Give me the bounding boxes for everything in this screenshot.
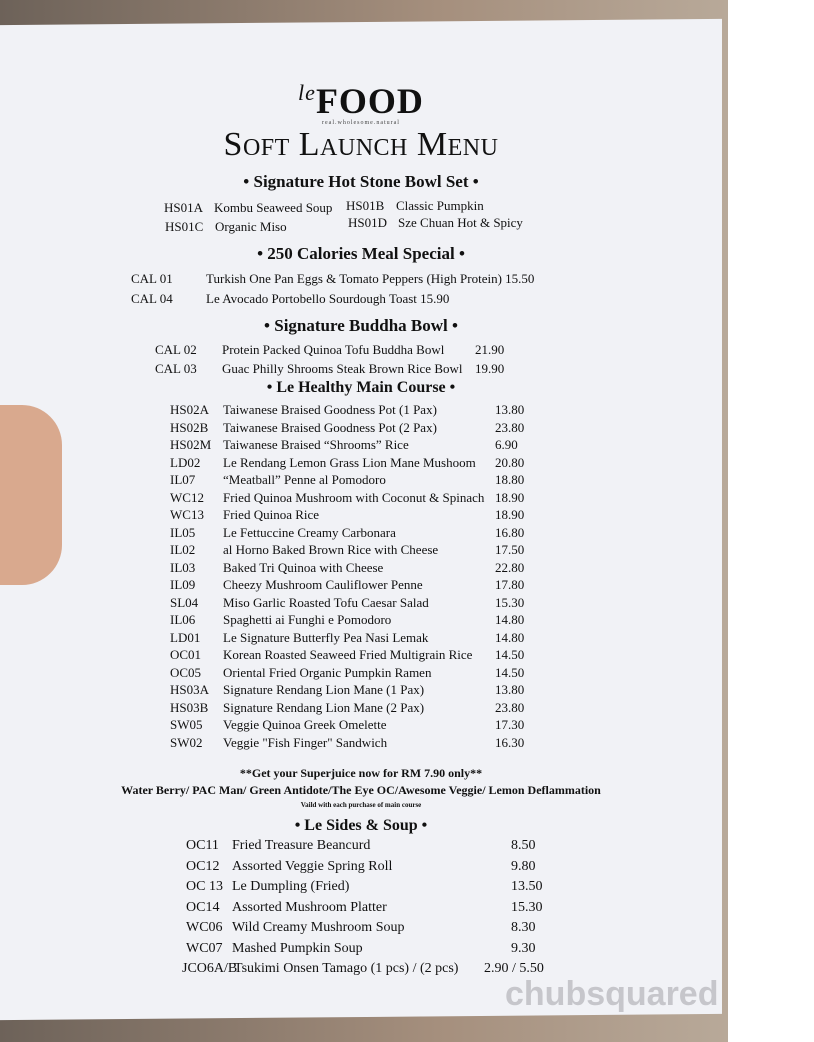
item-name: Cheezy Mushroom Cauliflower Penne <box>223 577 423 592</box>
item-name: Oriental Fried Organic Pumpkin Ramen <box>223 664 432 680</box>
item-price: 15.30 <box>495 594 525 610</box>
item-code: IL02 <box>170 542 196 557</box>
item-price: 17.50 <box>495 542 525 557</box>
item-price: 14.80 <box>495 629 525 645</box>
item-name: Protein Packed Quinoa Tofu Buddha Bowl <box>222 342 445 357</box>
item-name: Baked Tri Quinoa with Cheese <box>223 559 384 575</box>
item-code: OC 13 <box>186 879 223 894</box>
item-name: Taiwanese Braised “Shrooms” Rice <box>223 437 409 452</box>
item-price: 15.30 <box>511 899 543 915</box>
item-price: 14.80 <box>495 612 525 627</box>
item-price: 8.50 <box>511 838 536 853</box>
item-price: 13.50 <box>511 879 543 894</box>
item-code: WC07 <box>186 940 223 956</box>
item-name: Assorted Veggie Spring Roll <box>232 858 393 874</box>
item-code: HS01C <box>165 219 204 234</box>
item-price: 16.30 <box>495 734 525 750</box>
item-price: 18.90 <box>495 507 525 522</box>
item-code: IL06 <box>170 612 196 627</box>
item-name: Fried Quinoa Mushroom with Coconut & Spinach <box>223 489 485 505</box>
item-price: 8.30 <box>511 920 536 935</box>
item-code: SW05 <box>170 717 203 732</box>
item-code: LD01 <box>170 629 201 645</box>
brand-logo: $^{le}$FOOD <box>298 80 424 121</box>
item-code: OC14 <box>186 899 220 915</box>
item-name: Fried Quinoa Rice <box>223 507 320 522</box>
item-name: Spaghetti ai Funghi e Pomodoro <box>223 612 392 627</box>
item-price: 21.90 <box>475 342 505 357</box>
item-price: 17.80 <box>495 577 525 592</box>
item-name: Classic Pumpkin <box>396 198 484 213</box>
item-code: OC12 <box>186 858 220 874</box>
item-price: 6.90 <box>495 437 518 452</box>
item-price: 9.80 <box>511 858 536 874</box>
item-name: Guac Philly Shrooms Steak Brown Rice Bowl <box>222 361 463 376</box>
item-price: 13.80 <box>495 402 525 417</box>
item-price: 14.50 <box>495 664 525 680</box>
item-code: HS01A <box>164 200 204 215</box>
item-price: 18.90 <box>495 489 525 505</box>
item-name: Kombu Seaweed Soup <box>214 200 333 215</box>
item-price: 13.80 <box>495 682 525 697</box>
item-code: CAL 01 <box>131 271 173 286</box>
item-name: Tsukimi Onsen Tamago (1 pcs) / (2 pcs) <box>234 961 459 976</box>
item-price: 14.50 <box>495 647 525 662</box>
item-name: Fried Treasure Beancurd <box>232 838 371 853</box>
item-code: HS02A <box>170 402 210 417</box>
item-name: Taiwanese Braised Goodness Pot (2 Pax) <box>223 419 437 435</box>
section-heading-sides: • Le Sides & Soup • <box>294 817 428 834</box>
page-title: Soft Launch Menu <box>223 126 499 163</box>
promo-note: Vaild with each purchase of main course <box>300 801 422 809</box>
promo-line: **Get your Superjuice now for RM 7.90 only** <box>239 766 483 780</box>
item-name: Assorted Mushroom Platter <box>232 899 387 915</box>
item-name: Le Signature Butterfly Pea Nasi Lemak <box>223 629 429 645</box>
item-name: Le Avocado Portobello Sourdough Toast 15.90 <box>206 291 450 306</box>
section-heading-hot-stone: • Signature Hot Stone Bowl Set • <box>243 172 479 191</box>
item-price: 2.90 / 5.50 <box>484 961 544 976</box>
watermark: chubsquared <box>505 975 719 1013</box>
item-name: Signature Rendang Lion Mane (2 Pax) <box>223 699 425 715</box>
item-code: LD02 <box>170 454 201 470</box>
item-price: 23.80 <box>495 419 525 435</box>
item-code: HS02B <box>170 419 209 435</box>
item-name: Korean Roasted Seaweed Fried Multigrain Rice <box>223 647 473 662</box>
hand <box>0 405 62 585</box>
item-code: CAL 02 <box>155 342 197 357</box>
item-price: 18.80 <box>495 472 525 487</box>
item-code: CAL 03 <box>155 361 197 376</box>
item-price: 20.80 <box>495 454 525 470</box>
item-code: HS01B <box>346 198 385 213</box>
item-code: IL05 <box>170 524 196 540</box>
item-name: Organic Miso <box>215 219 287 234</box>
item-code: WC06 <box>186 920 223 935</box>
item-code: CAL 04 <box>131 291 173 306</box>
section-heading-buddha: • Signature Buddha Bowl • <box>264 316 458 335</box>
item-code: HS02M <box>170 437 212 452</box>
item-name: Sze Chuan Hot & Spicy <box>398 215 523 230</box>
item-name: Mashed Pumpkin Soup <box>232 940 363 956</box>
item-price: 22.80 <box>495 559 525 575</box>
brand-tagline: real.wholesome.natural <box>322 120 400 126</box>
promo-juices: Water Berry/ PAC Man/ Green Antidote/The Eye OC/Awesome Veggie/ Lemon Deflammation <box>121 783 601 797</box>
item-name: Le Fettuccine Creamy Carbonara <box>223 524 396 540</box>
section-heading-calories: • 250 Calories Meal Special • <box>257 244 465 263</box>
item-price: 23.80 <box>495 699 525 715</box>
item-name: Le Dumpling (Fried) <box>232 879 350 894</box>
item-name: Miso Garlic Roasted Tofu Caesar Salad <box>223 594 429 610</box>
item-code: WC13 <box>170 507 204 522</box>
item-code: OC01 <box>170 647 202 662</box>
item-name: Taiwanese Braised Goodness Pot (1 Pax) <box>223 402 437 417</box>
item-name: Le Rendang Lemon Grass Lion Mane Mushoom <box>223 454 476 470</box>
item-name: al Horno Baked Brown Rice with Cheese <box>223 542 439 557</box>
item-code: HS01D <box>348 215 388 230</box>
item-code: SL04 <box>170 594 199 610</box>
item-name: Veggie Quinoa Greek Omelette <box>223 717 387 732</box>
item-code: OC11 <box>186 838 219 853</box>
item-price: 9.30 <box>511 940 536 956</box>
item-name: “Meatball” Penne al Pomodoro <box>223 472 386 487</box>
item-code: IL03 <box>170 559 196 575</box>
item-code: IL09 <box>170 577 196 592</box>
item-code: HS03A <box>170 682 210 697</box>
item-code: IL07 <box>170 472 196 487</box>
item-code: OC05 <box>170 664 202 680</box>
item-name: Turkish One Pan Eggs & Tomato Peppers (High Protein) 15.50 <box>206 271 535 286</box>
item-price: 19.90 <box>475 361 505 376</box>
item-code: JCO6A/B <box>182 961 238 976</box>
item-name: Wild Creamy Mushroom Soup <box>232 920 405 935</box>
item-name: Veggie "Fish Finger" Sandwich <box>223 734 388 750</box>
item-price: 16.80 <box>495 524 525 540</box>
item-name: Signature Rendang Lion Mane (1 Pax) <box>223 682 425 697</box>
item-price: 17.30 <box>495 717 525 732</box>
section-heading-main: • Le Healthy Main Course • <box>266 379 456 396</box>
item-code: WC12 <box>170 489 204 505</box>
item-code: HS03B <box>170 699 209 715</box>
item-code: SW02 <box>170 734 203 750</box>
